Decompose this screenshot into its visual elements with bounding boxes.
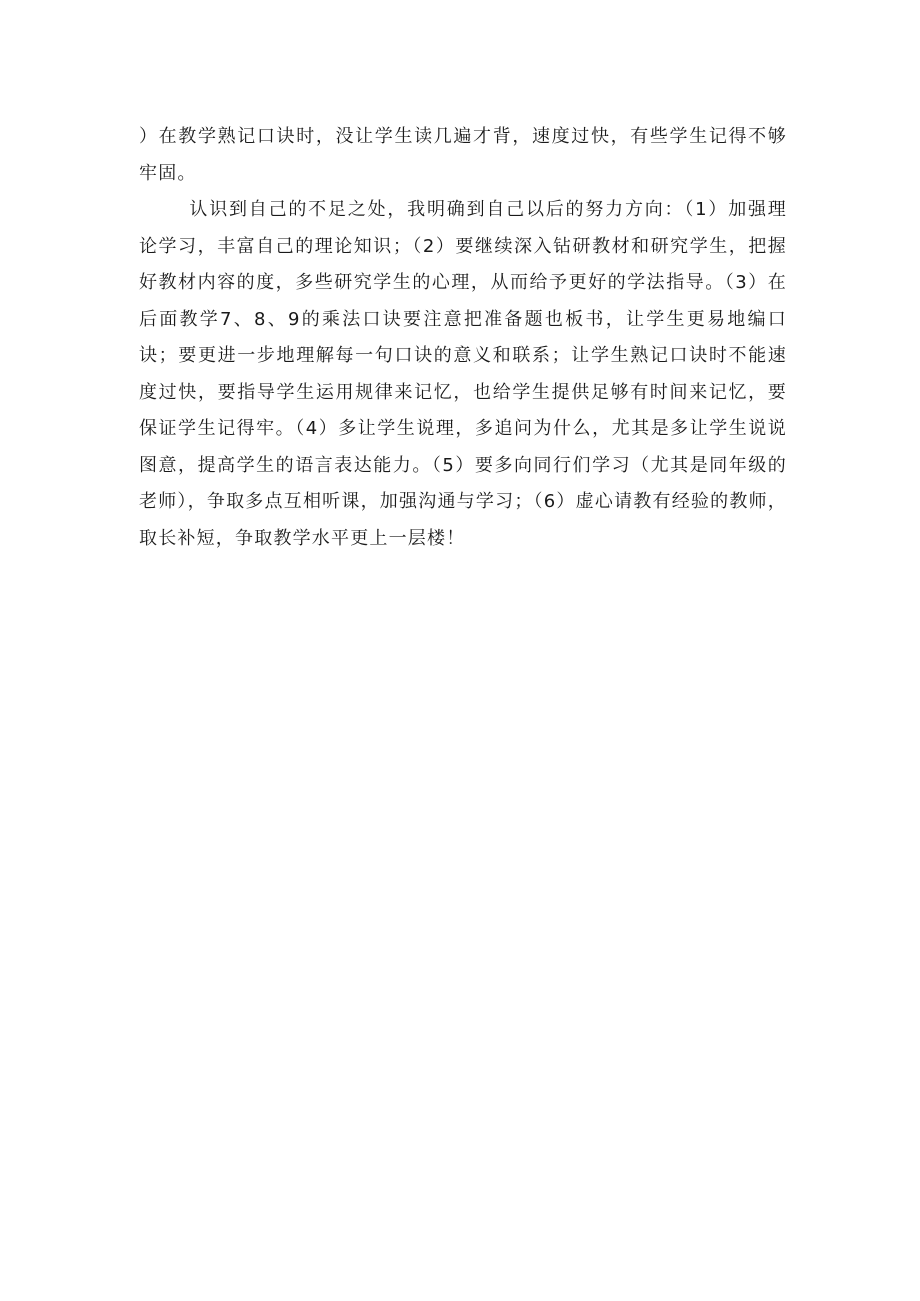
- paragraph-2: 认识到自己的不足之处，我明确到自己以后的努力方向：（1）加强理论学习，丰富自己的理论知识；（2）要继续深入钻研教材和研究学生，把握好教材内容的度，多些研究学生的心理，从而给予更好的学法指导。（3）在后面教学7、8、9的乘法口诀要注意把准备题也板书，让学生更易地编口诀；要更进一步地理解每一句口诀的意义和联系；让学生熟记口诀时不能速度过快，要指导学生运用规律来记忆，也给学生提供足够有时间来记忆，要保证学生记得牢。（4）多让学生说理，多追问为什么，尤其是多让学生说说图意，提高学生的语言表达能力。（5）要多向同行们学习（尤其是同年级的老师），争取多点互相听课，加强沟通与学习；（6）虚心请教有经验的教师，取长补短，争取教学水平更上一层楼！: [139, 199, 787, 549]
- body-text: [139, 119, 787, 557]
- paragraph-1: ）在教学熟记口诀时，没让学生读几遍才背，速度过快，有些学生记得不够牢固。: [139, 126, 787, 184]
